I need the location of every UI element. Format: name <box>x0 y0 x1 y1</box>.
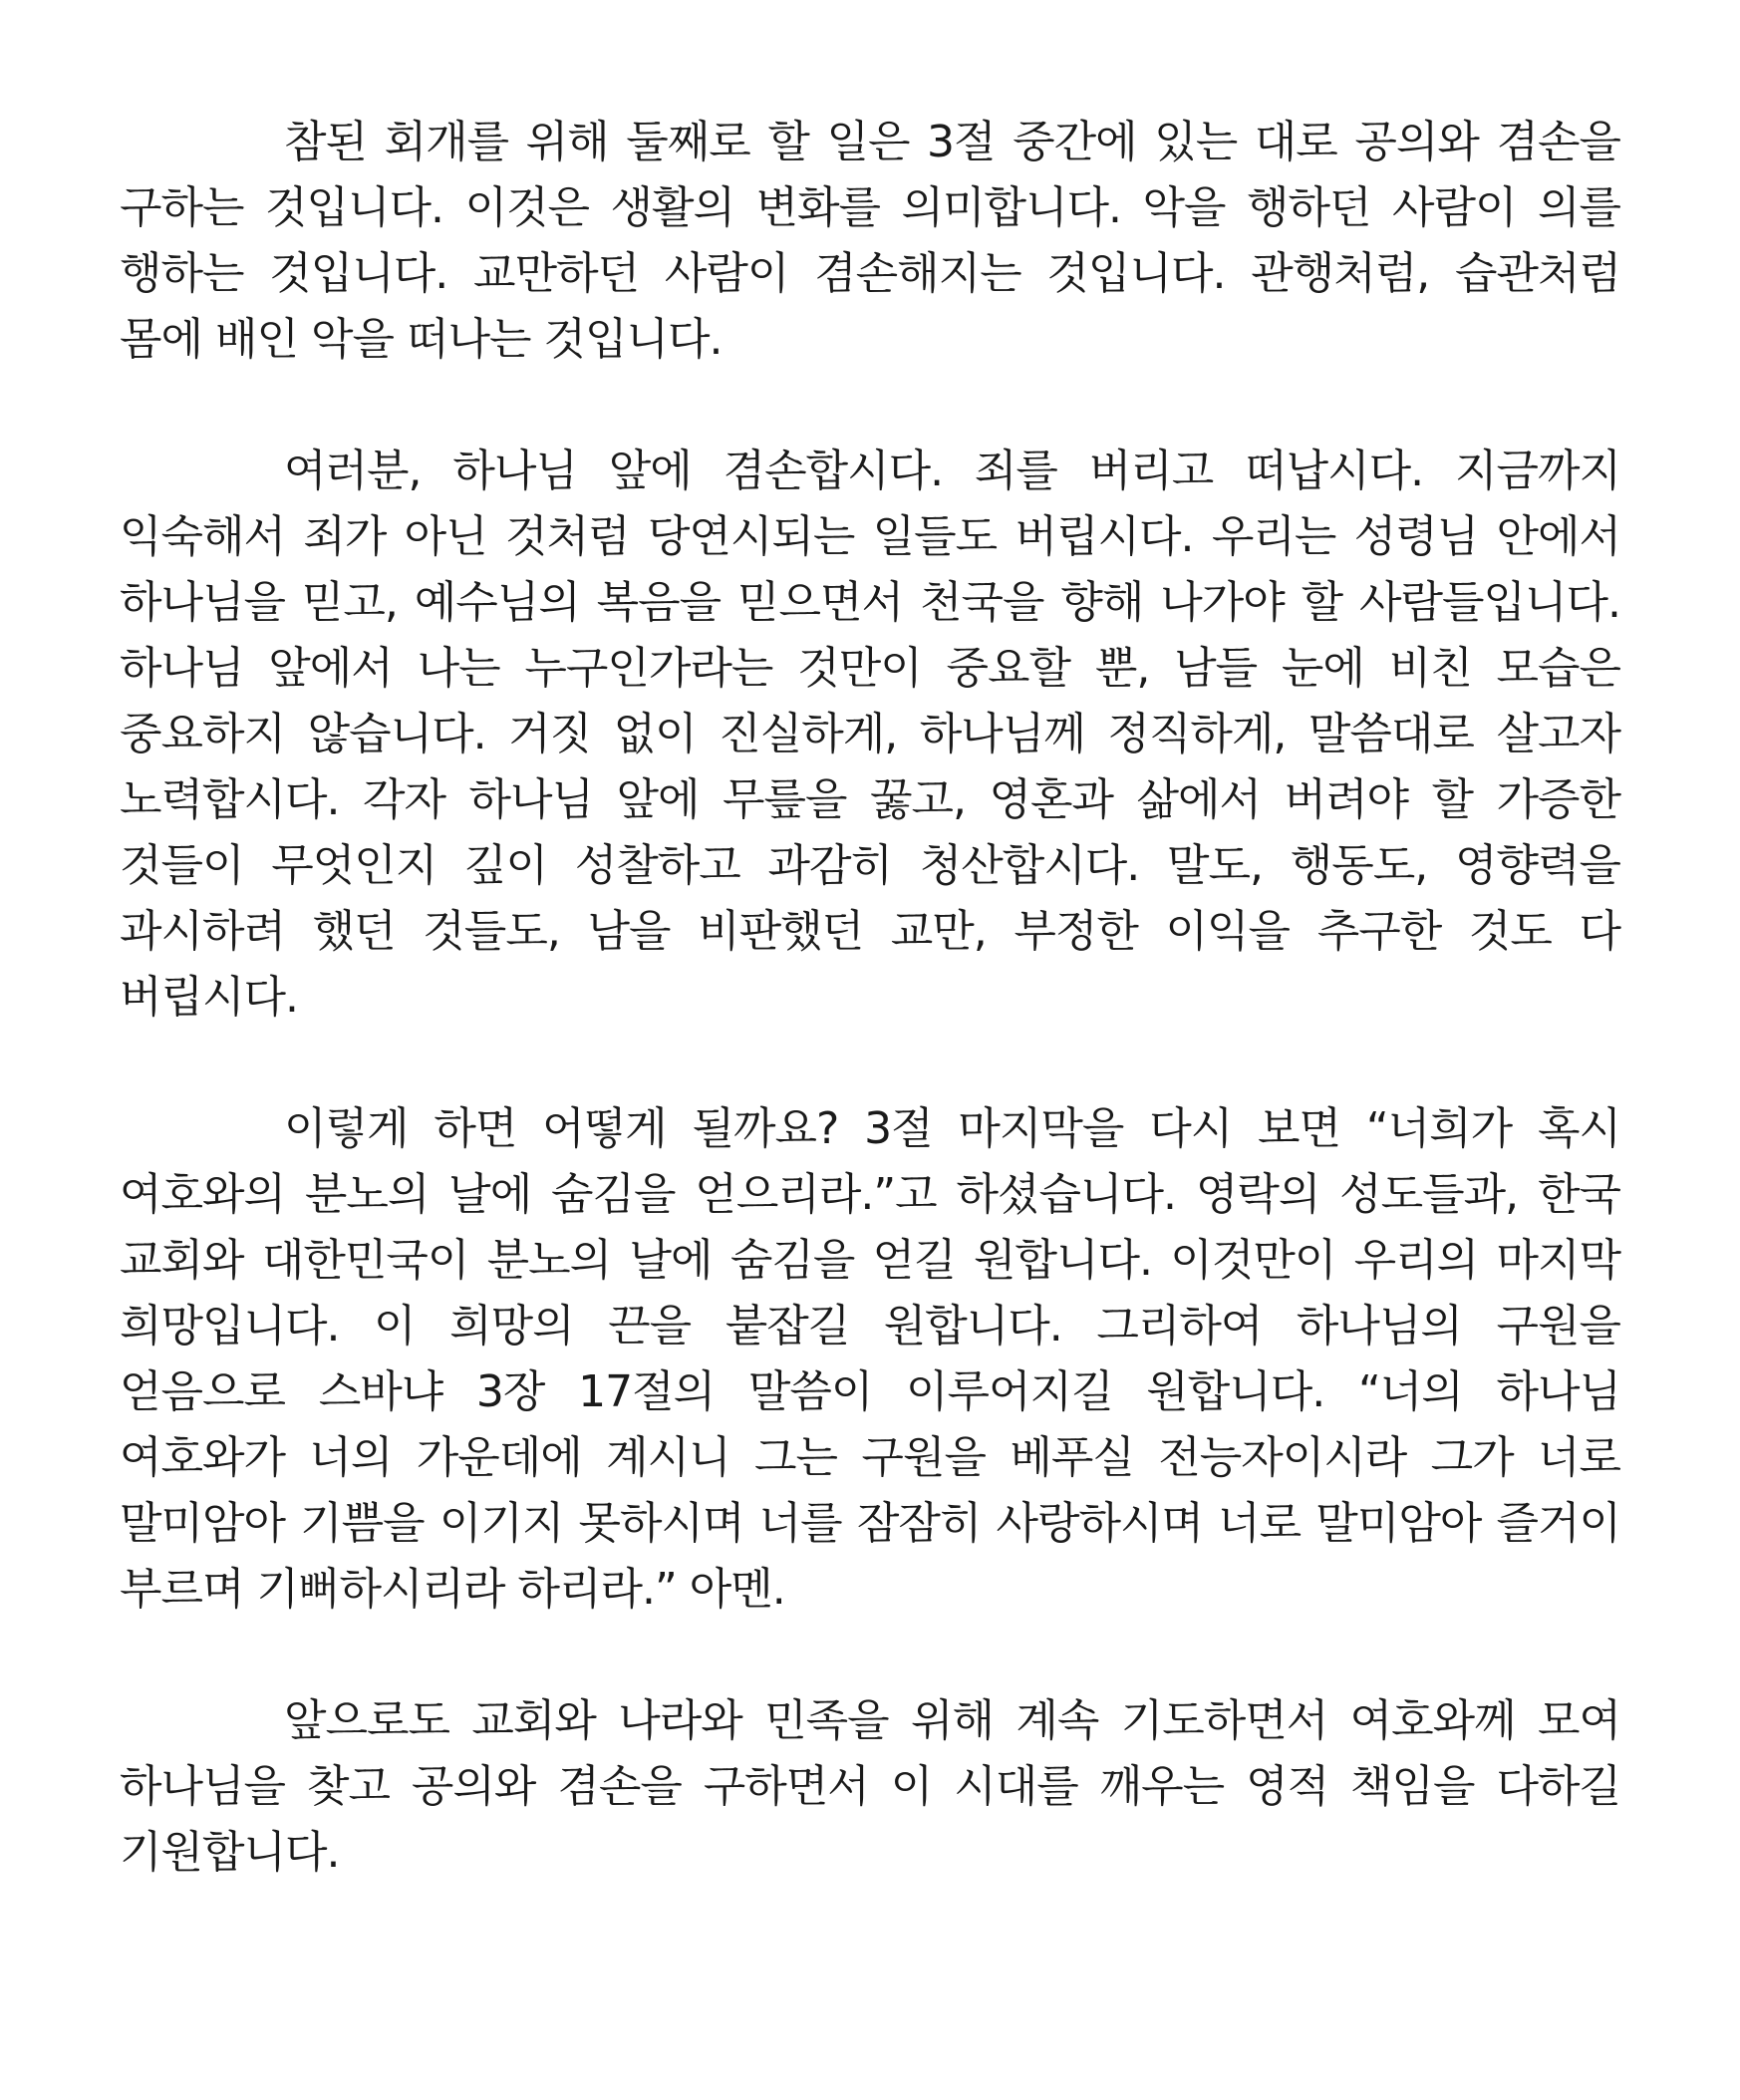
paragraph-3: 이렇게 하면 어떻게 될까요? 3절 마지막을 다시 보면 “너희가 혹시 여호와의 분노의 날에 숨김을 얻으리라.”고 하셨습니다. 영락의 성도들과, 한국 교회와 대한민국이 분노의 날에 숨김을 얻길 원합니다. 이것만이 우리의 마지막 희망입니다. 이 희망의 끈을 붙잡길 원합니다. 그리하여 하나님의 구원을 얻음으로 스바냐 3장 17절의 말씀이 이루어지길 원합니다. “너의 하나님 여호와가 너의 가운데에 계시니 그는 구원을 베푸실 전능자이시라 그가 너로 말미암아 기쁨을 이기지 못하시며 너를 잠잠히 사랑하시며 너로 말미암아 즐거이 부르며 기뻐하시리라 하리라.” 아멘. <box>120 1103 1620 1615</box>
paragraph-1: 참된 회개를 위해 둘째로 할 일은 3절 중간에 있는 대로 공의와 겸손을 구하는 것입니다. 이것은 생활의 변화를 의미합니다. 악을 행하던 사람이 의를 행하는 것입니다. 교만하던 사람이 겸손해지는 것입니다. 관행처럼, 습관처럼 몸에 배인 악을 떠나는 것입니다. <box>120 117 1620 365</box>
document-body <box>120 110 1620 1886</box>
paragraph-4: 앞으로도 교회와 나라와 민족을 위해 계속 기도하면서 여호와께 모여 하나님을 찾고 공의와 겸손을 구하면서 이 시대를 깨우는 영적 책임을 다하길 기원합니다. <box>120 1695 1620 1878</box>
paragraph-2: 여러분, 하나님 앞에 겸손합시다. 죄를 버리고 떠납시다. 지금까지 익숙해서 죄가 아닌 것처럼 당연시되는 일들도 버립시다. 우리는 성령님 안에서 하나님을 믿고, 예수님의 복음을 믿으면서 천국을 향해 나가야 할 사람들입니다. 하나님 앞에서 나는 누구인가라는 것만이 중요할 뿐, 남들 눈에 비친 모습은 중요하지 않습니다. 거짓 없이 진실하게, 하나님께 정직하게, 말씀대로 살고자 노력합시다. 각자 하나님 앞에 무릎을 꿇고, 영혼과 삶에서 버려야 할 가증한 것들이 무엇인지 깊이 성찰하고 과감히 청산합시다. 말도, 행동도, 영향력을 과시하려 했던 것들도, 남을 비판했던 교만, 부정한 이익을 추구한 것도 다 버립시다. <box>120 446 1621 1023</box>
